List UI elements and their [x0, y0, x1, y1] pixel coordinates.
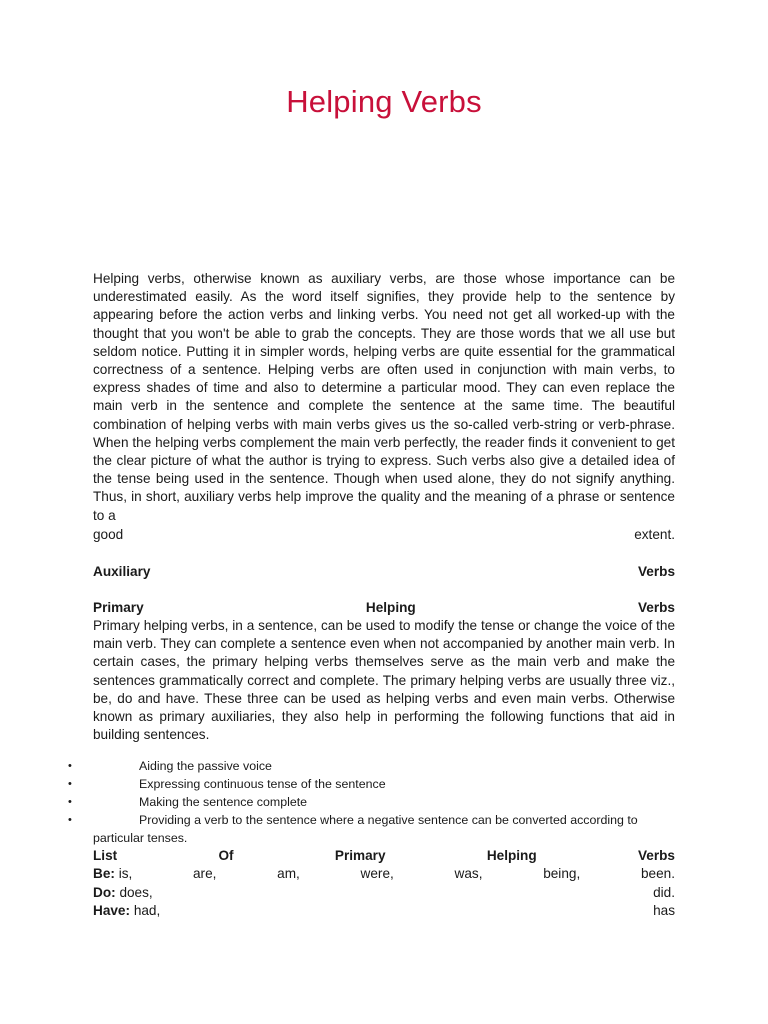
list-item: • Making the sentence complete	[68, 795, 308, 809]
page-title: Helping Verbs	[286, 84, 482, 119]
list-item: • Aiding the passive voice	[68, 759, 272, 773]
verb-form: was,	[454, 866, 483, 881]
verb-form: were,	[360, 866, 394, 881]
have-label: Have:	[93, 903, 131, 918]
heading-word: Of	[218, 848, 234, 863]
verb-form: am,	[277, 866, 300, 881]
bullet-icon: •	[68, 796, 72, 808]
have-verbs-line	[93, 902, 675, 920]
verb-form: been.	[640, 866, 675, 881]
verb-form: had,	[133, 903, 161, 918]
heading-word: List	[93, 848, 118, 863]
heading-word: Verbs	[637, 600, 675, 615]
functions-list	[64, 757, 676, 847]
list-item: • Providing a verb to the sentence where a negative sentence can be converted according to particular tenses.	[68, 813, 638, 845]
intro-last-line	[93, 526, 675, 544]
verb-form: are,	[193, 866, 217, 881]
do-verbs-line	[93, 884, 675, 902]
verb-form: did.	[653, 885, 675, 900]
bullet-icon: •	[68, 760, 72, 772]
be-verbs-line	[93, 865, 675, 883]
verb-form: has	[653, 903, 675, 918]
auxiliary-verbs-heading	[93, 563, 675, 581]
heading-word: Primary	[334, 848, 386, 863]
do-label: Do:	[93, 885, 116, 900]
list-of-primary-helping-verbs-heading	[93, 847, 675, 865]
intro-last-word-2: extent.	[634, 527, 675, 542]
verb-form: is,	[118, 866, 133, 881]
intro-paragraph: Helping verbs, otherwise known as auxiliary verbs, are those whose importance can be underestimated easily. As the word itself signifies, they provide help to the sentence by appearing before the action verbs and linking verbs. You need not get all worked-up with the thought that you won't be able to grab the concepts. They are those words that we all use but seldom notice. Putting it in simpler words, helping verbs are quite essential for the grammatical correctness of a sentence. Helping verbs are often used in conjunction with main verbs, to express shades of time and also to determine a particular mood. They can even replace the main verb in the sentence and complete the sentence at the same time. The beautiful combination of helping verbs with main verbs gives us the so-called verb-string or verb-phrase. When the helping verbs complement the main verb perfectly, the reader finds it convenient to get the clear picture of what the author is trying to express. Such verbs also give a detailed idea of the tense being used in the sentence. Though when used alone, they do not signify anything. Thus, in short, auxiliary verbs help improve the quality and the meaning of a phrase or sentence to a	[93, 271, 675, 523]
heading-word: Helping	[486, 848, 537, 863]
bullet-icon: •	[68, 778, 72, 790]
be-label: Be:	[93, 866, 115, 881]
intro-last-word-1: good	[93, 527, 124, 542]
list-item: • Expressing continuous tense of the sentence	[68, 777, 386, 791]
primary-helping-verbs-heading	[93, 599, 675, 617]
heading-word: Verbs	[637, 848, 675, 863]
primary-helping-verbs-paragraph: Primary helping verbs, in a sentence, can be used to modify the tense or change the voice of the main verb. They can complete a sentence even when not accompanied by another main verb. In certain cases, the primary helping verbs themselves serve as the main verb and make the sentences grammatically correct and complete. The primary helping verbs are usually three viz., be, do and have. These three can be used as helping verbs and even main verbs. Otherwise known as primary auxiliaries, they also help in performing the following functions that aid in building sentences.	[93, 618, 675, 743]
verb-form: does,	[119, 885, 153, 900]
verb-form: being,	[543, 866, 581, 881]
heading-word: Helping	[365, 600, 416, 615]
heading-word: Verbs	[637, 564, 675, 579]
heading-word: Primary	[93, 600, 144, 615]
heading-word: Auxiliary	[93, 564, 151, 579]
bullet-icon: •	[68, 814, 72, 826]
